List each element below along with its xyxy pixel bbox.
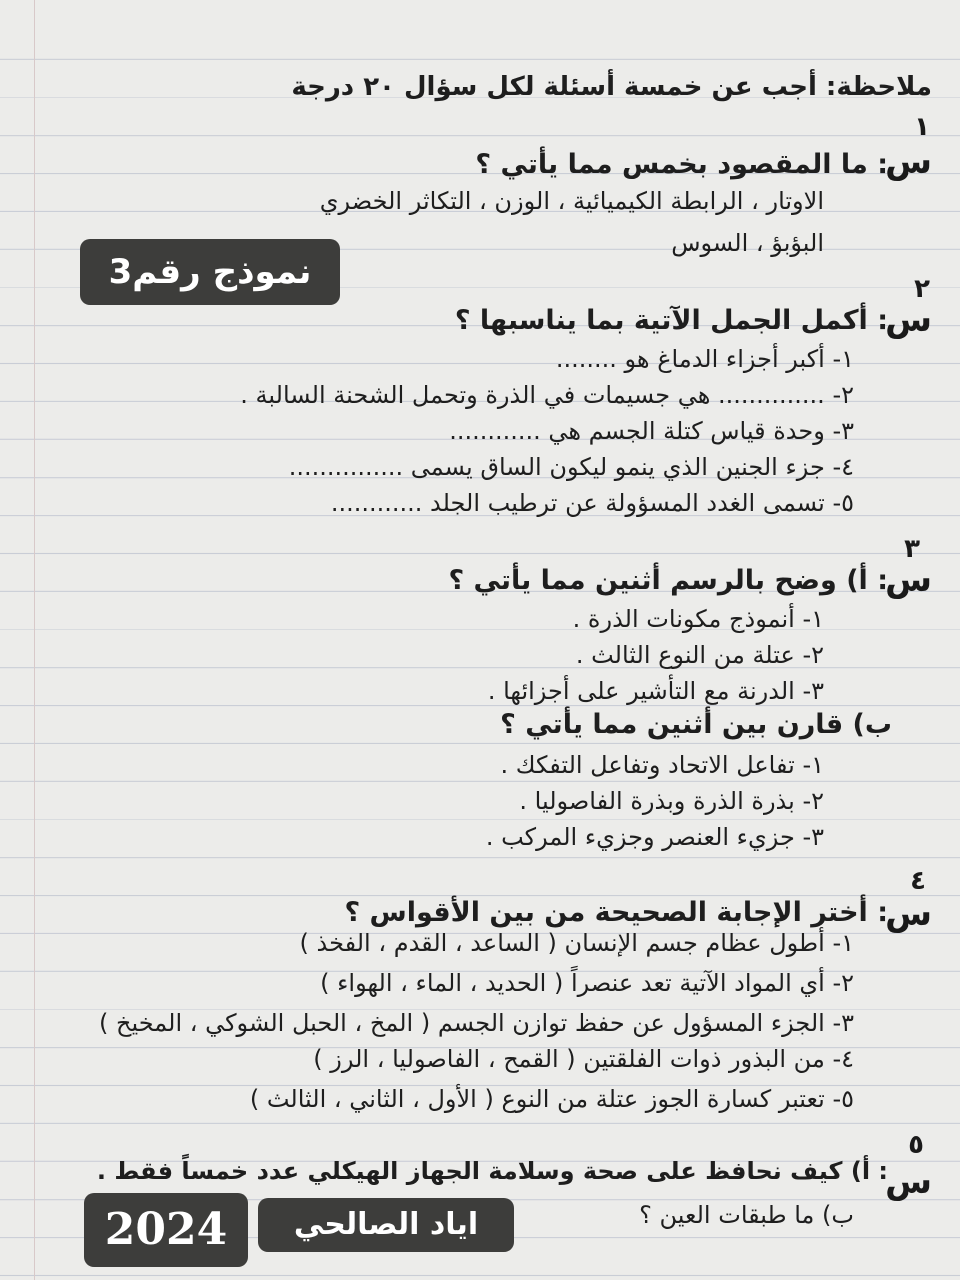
q3-part-a-item-3: ٣- الدرنة مع التأشير على أجزائها . xyxy=(487,677,824,705)
q1-number: ١ xyxy=(914,112,930,142)
q3-part-b-item-1: ١- تفاعل الاتحاد وتفاعل التفكك . xyxy=(500,751,824,779)
q2-item-1: ١- أكبر أجزاء الدماغ هو ........ xyxy=(555,345,854,373)
q4-item-3: ٣- الجزء المسؤول عن حفظ توازن الجسم ( المخ ، الحبل الشوكي ، المخيخ ) xyxy=(99,1009,854,1037)
q4-label: س xyxy=(885,894,932,934)
q3-label: س xyxy=(885,560,932,600)
q2-item-4: ٤- جزء الجنين الذي ينمو ليكون الساق يسمى ............... xyxy=(288,453,854,481)
exam-note: ملاحظة: أجب عن خمسة أسئلة لكل سؤال ٢٠ درجة xyxy=(291,72,932,102)
q3-part-b-prompt: ب) قارن بين أثنين مما يأتي ؟ xyxy=(500,709,892,740)
q2-prompt: : أكمل الجمل الآتية بما يناسبها ؟ xyxy=(454,305,888,336)
q3-part-a-item-1: ١- أنموذج مكونات الذرة . xyxy=(572,605,824,633)
q1-prompt: : ما المقصود بخمس مما يأتي ؟ xyxy=(475,149,888,180)
q5-number: ٥ xyxy=(908,1130,924,1160)
q5-part-b: ب) ما طبقات العين ؟ xyxy=(639,1201,854,1229)
q2-item-3: ٣- وحدة قياس كتلة الجسم هي ............ xyxy=(449,417,854,445)
q3-number: ٣ xyxy=(904,534,920,564)
q4-item-5: ٥- تعتبر كسارة الجوز عتلة من النوع ( الأول ، الثاني ، الثالث ) xyxy=(249,1085,854,1113)
q4-item-1: ١- أطول عظام جسم الإنسان ( الساعد ، القدم ، الفخذ ) xyxy=(299,929,854,957)
q4-item-4: ٤- من البذور ذوات الفلقتين ( القمح ، الفاصوليا ، الرز ) xyxy=(313,1045,854,1073)
q2-label: س xyxy=(885,300,932,340)
q2-number: ٢ xyxy=(914,274,930,304)
q4-number: ٤ xyxy=(910,866,926,896)
q4-item-2: ٢- أي المواد الآتية تعد عنصراً ( الحديد ، الماء ، الهواء ) xyxy=(320,969,854,997)
q3-part-b-item-2: ٢- بذرة الذرة وبذرة الفاصوليا . xyxy=(519,787,824,815)
q5-label: س xyxy=(885,1162,932,1202)
q2-item-2: ٢- .............. هي جسيمات في الذرة وتحمل الشحنة السالبة . xyxy=(240,381,854,409)
q3-part-a-item-2: ٢- عتلة من النوع الثالث . xyxy=(575,641,824,669)
author-name-badge: اياد الصالحي xyxy=(258,1198,514,1252)
q1-terms-line-1: الاوتار ، الرابطة الكيميائية ، الوزن ، التكاثر الخضري xyxy=(319,187,824,215)
q1-terms-line-2: البؤبؤ ، السوس xyxy=(671,229,824,257)
q1-label: س xyxy=(885,142,932,182)
q4-prompt: : أختر الإجابة الصحيحة من بين الأقواس ؟ xyxy=(344,897,888,928)
year-badge: 2024 xyxy=(84,1193,248,1267)
q2-item-5: ٥- تسمى الغدد المسؤولة عن ترطيب الجلد ............ xyxy=(330,489,854,517)
page-margin-line xyxy=(34,0,35,1280)
q3-part-a-prompt: : أ) وضح بالرسم أثنين مما يأتي ؟ xyxy=(448,565,888,596)
q3-part-b-item-3: ٣- جزيء العنصر وجزيء المركب . xyxy=(485,823,824,851)
q5-part-a: : أ) كيف نحافظ على صحة وسلامة الجهاز الهيكلي عدد خمساً فقط . xyxy=(96,1157,888,1185)
model-number-badge: نموذج رقم3 xyxy=(80,239,340,305)
